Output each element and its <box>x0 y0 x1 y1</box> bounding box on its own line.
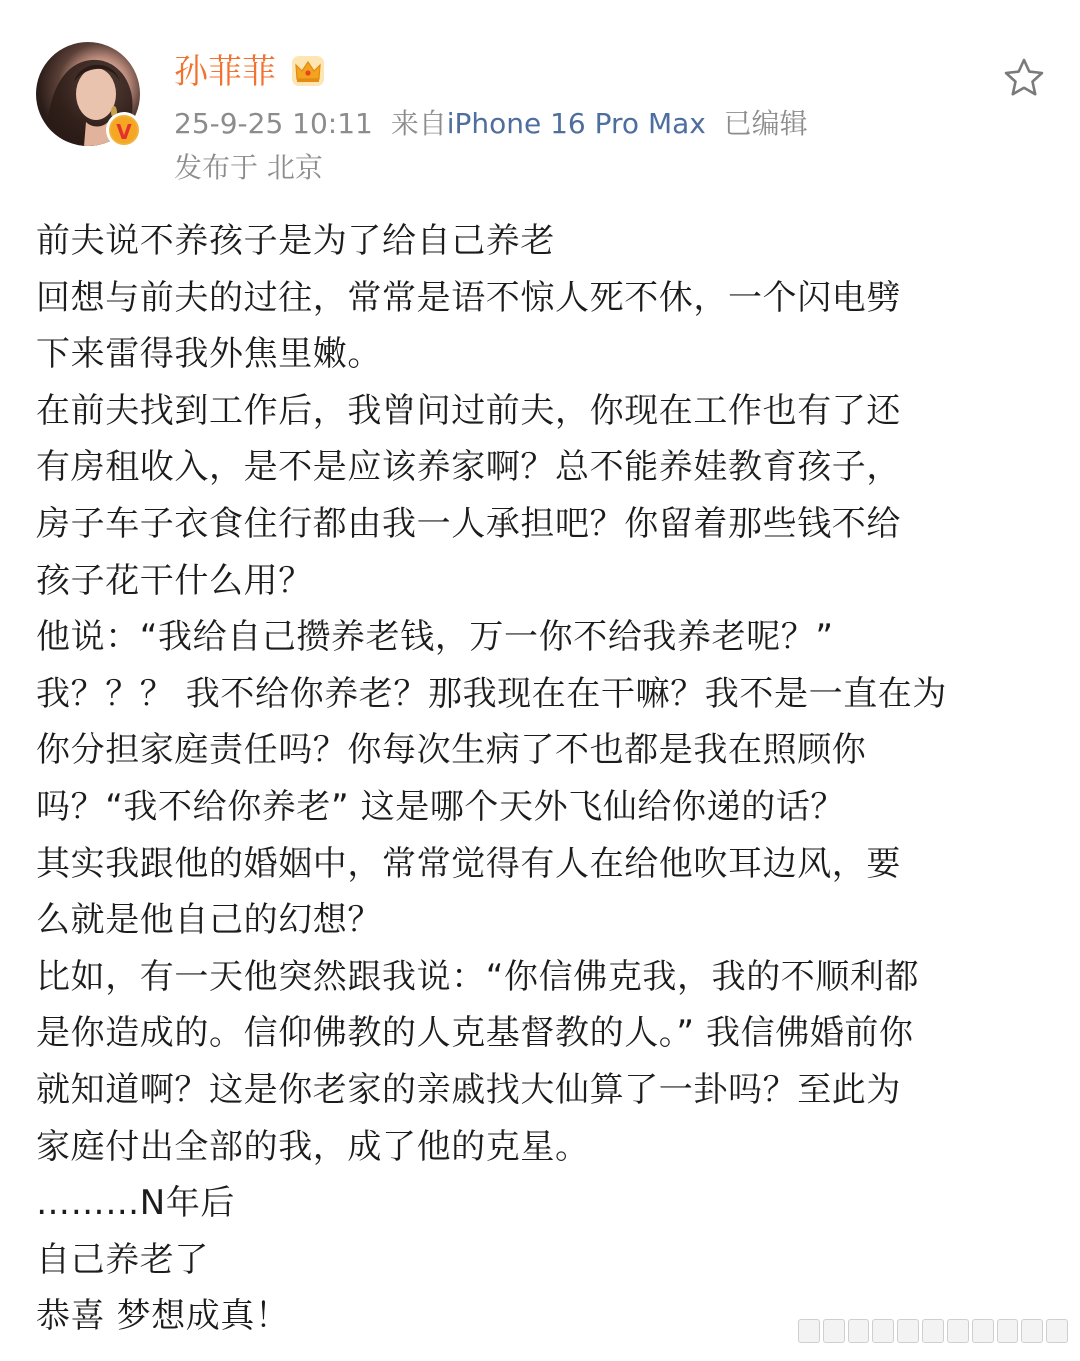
author-name[interactable]: 孙菲菲 <box>174 52 276 92</box>
body-line: 其实我跟他的婚姻中，常常觉得有人在给他吹耳边风，要 <box>36 843 901 884</box>
watermark-glyph <box>1046 1319 1068 1343</box>
post-body <box>36 213 1046 1345</box>
watermark-glyph <box>897 1319 919 1343</box>
body-line: 是你造成的。信仰佛教的人克基督教的人。” 我信佛婚前你 <box>36 1013 914 1054</box>
edited-label[interactable]: 已编辑 <box>723 107 808 140</box>
post-header <box>0 0 1080 200</box>
body-line: 就知道啊？这是你老家的亲戚找大仙算了一卦吗？至此为 <box>36 1069 901 1110</box>
watermark-glyph <box>997 1319 1019 1343</box>
body-line: 孩子花干什么用？ <box>36 560 313 601</box>
watermark-glyph <box>1021 1319 1043 1343</box>
source-prefix: 来自 <box>390 107 447 140</box>
watermark-glyph <box>848 1319 870 1343</box>
body-line: 下来雷得我外焦里嫩。 <box>36 334 382 375</box>
avatar[interactable] <box>36 42 140 146</box>
body-line: 你分担家庭责任吗？你每次生病了不也都是我在照顾你 <box>36 730 867 771</box>
body-line: 有房租收入，是不是应该养家啊？总不能养娃教育孩子， <box>36 447 901 488</box>
body-line: 么就是他自己的幻想？ <box>36 900 382 941</box>
body-line: 恭喜 梦想成真！ <box>36 1296 290 1337</box>
verified-badge <box>106 112 142 148</box>
body-line: ………N年后 <box>36 1183 236 1224</box>
crown-icon <box>290 54 326 88</box>
verified-v-icon: V <box>109 115 139 145</box>
post-location: 发布于 北京 <box>174 151 323 184</box>
body-line: 他说：“我给自己攒养老钱，万一你不给我养老呢？” <box>36 617 834 658</box>
post-meta <box>174 104 808 144</box>
watermark <box>798 1317 1068 1345</box>
watermark-glyph <box>972 1319 994 1343</box>
watermark-glyph <box>872 1319 894 1343</box>
body-line: 房子车子衣食住行都由我一人承担吧？你留着那些钱不给 <box>36 503 901 544</box>
body-line: 比如，有一天他突然跟我说：“你信佛克我，我的不顺利都 <box>36 956 920 997</box>
post-timestamp: 25-9-25 10:11 <box>174 107 373 140</box>
watermark-glyph <box>922 1319 944 1343</box>
body-line: 自己养老了 <box>36 1239 209 1280</box>
body-line: 我？？？ 我不给你养老？那我现在在干嘛？我不是一直在为 <box>36 673 948 714</box>
body-line: 家庭付出全部的我，成了他的克星。 <box>36 1126 590 1167</box>
body-line: 前夫说不养孩子是为了给自己养老 <box>36 221 555 261</box>
watermark-glyph <box>823 1319 845 1343</box>
device-link[interactable]: iPhone 16 Pro Max <box>446 107 706 140</box>
body-line: 回想与前夫的过往，常常是语不惊人死不休，一个闪电劈 <box>36 277 901 318</box>
star-icon[interactable] <box>1002 56 1046 100</box>
watermark-glyph <box>798 1319 820 1343</box>
body-line: 吗？“我不给你养老” 这是哪个天外飞仙给你递的话？ <box>36 786 846 827</box>
watermark-glyph <box>947 1319 969 1343</box>
body-line: 在前夫找到工作后，我曾问过前夫，你现在工作也有了还 <box>36 390 901 431</box>
